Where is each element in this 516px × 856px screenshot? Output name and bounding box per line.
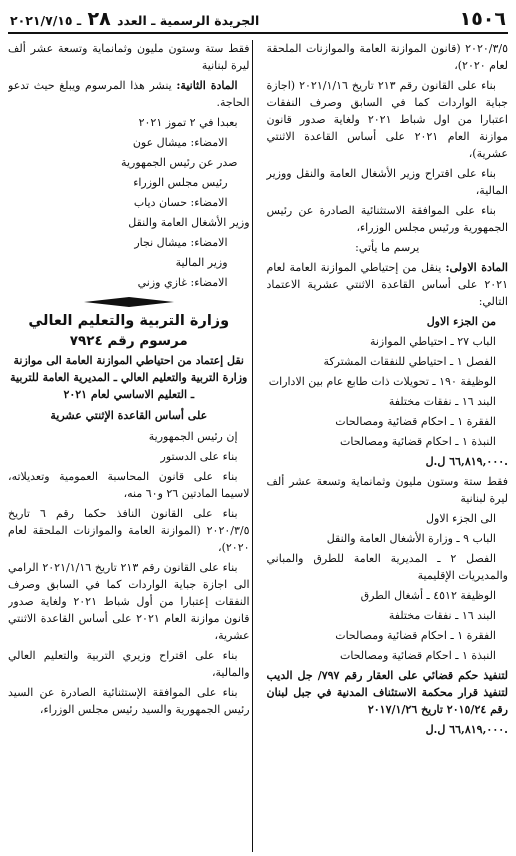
article-2 [8,77,250,111]
budget-line: الباب ٢٧ ـ احتياطي الموازنة [369,335,496,348]
budget-line: الوظيفة ١٩٠ ـ تحويلات ذات طابع عام بين الادارات [268,375,496,388]
page-number: ١٥٠٦ [459,8,506,30]
issued-by: صدر عن رئيس الجمهورية [121,156,238,169]
section-heading: من الجزء الاول [426,315,496,328]
paragraph: إن رئيس الجمهورية [148,430,238,443]
budget-line: النبذة ١ ـ احكام قضائية ومصالحات [340,649,496,662]
issue-date: ـ ٢٠٢١/٧/١٥ [10,13,82,28]
budget-line: الفصل ٢ ـ المديرية العامة للطرق والمباني والمديريات الإقليمية [266,552,508,582]
paragraph: بناء على الدستور [160,450,238,463]
budget-line: الفقرة ١ ـ احكام قضائية ومصالحات [335,415,496,428]
page-header [8,6,508,34]
paragraph: بناء على الموافقة الإستثنائية الصادرة عن السيد رئيس الجمهورية والسيد رئيس مجلس الوزراء، [8,686,250,716]
section-title: وزارة التربية والتعليم العالي [28,313,230,329]
article-label: المادة الاولى: [445,261,508,274]
paragraph: بناء على اقتراح وزيري التربية والتعليم العالي والمالية، [8,649,250,679]
article-1 [267,259,509,310]
signature: الامضاء: غازي وزني [137,276,228,289]
minister-title: وزير الأشغال العامة والنقل [128,216,250,229]
gazette-name: الجريدة الرسمية ـ العدد [117,13,260,28]
budget-line: الباب ٩ ـ وزارة الأشغال العامة والنقل [326,532,496,545]
paragraph: بناء على القانون النافذ حكما رقم ٦ تاريخ ٢٠٢٠/٣/٥ (الموازنة العامة والموازنات الملحقة لعام ٢٠٢٠)، [8,507,250,554]
right-column [263,40,509,852]
paragraph: بناء على القانون رقم ٢١٣ تاريخ ٢٠٢١/١/١٦ الرامي الى اجازة جباية الواردات كما في السابق وصرف النفقات إعتبارا من أول شباط ٢٠٢١ ولغاية صدور قانون موازنة العام ٢٠٢١ على أساس القاعدة الاثنتي عشرية، [8,561,250,642]
section-heading: الى الجزء الاول [426,512,496,525]
paragraph: بناء على اقتراح وزير الأشغال العامة والنقل ووزير المالية، [266,167,508,197]
paragraph: يرسم ما يأتي: [355,241,420,254]
decree-number: مرسوم رقم ٧٩٢٤ [69,333,188,349]
budget-line: الفصل ١ ـ احتياطي للنفقات المشتركة [323,355,496,368]
signature: الامضاء: حسان دياب [133,196,228,209]
decree-subject-basis: على أساس القاعدة الإثنتي عشرية [50,409,208,422]
signature: الامضاء: ميشال عون [132,136,228,149]
paragraph: بناء على الموافقة الاستثنائية الصادرة عن رئيس الجمهورية ورئيس مجلس الوزراء، [266,204,508,234]
gazette-title [10,8,259,30]
budget-line: البند ١٦ ـ نفقات مختلفة [388,609,496,622]
amount-words: فقط ستة وستون مليون وثمانماية وتسعة عشر ألف ليرة لبنانية [266,475,508,505]
article-text: ينقل من إحتياطي الموازنة العامة لعام ٢٠٢١ على أساس القاعدة الاثنتي عشرية الاعتماد التالي: [266,261,508,308]
column-divider [252,40,253,852]
decree-subject: نقل إعتماد من احتياطي الموازنة العامة الى موازنة وزارة التربية والتعليم العالي ـ المديرية العامة للتربية ـ التعليم الاساسي لعام ٢٠٢١ [10,354,248,401]
minister-title: وزير المالية [175,256,228,269]
purpose-note: لتنفيذ حكم قضائي على العقار رقم ٧٩٧/ جل الديب لتنفيذ قرار محكمة الاستئناف المدنية في جبل لبنان رقم ٢٠١٥/٢٤ تاريخ ٢٠١٧/١/٢٦ [266,669,508,716]
paragraph: بناء على القانون رقم ٢١٣ تاريخ ٢٠٢١/١/١٦ (اجازة جباية الواردات كما في السابق وصرف النفقات اعتبارا من اول شباط ٢٠٢١ ولغاية صدور قانون موازنة العام ٢٠٢١ على أساس القاعدة الاثنتي عشرية)، [266,79,508,160]
article-text: ينشر هذا المرسوم ويبلغ حيث تدعو الحاجة. [8,79,250,109]
budget-line: الوظيفة ٤٥١٢ ـ أشغال الطرق [360,589,496,602]
section-divider-ornament [8,297,250,307]
paragraph: بناء على قانون المحاسبة العمومية وتعديلاته، لاسيما المادتين ٢٦ و٦٠ منه، [8,470,250,500]
amount-words: فقط ستة وستون مليون وثمانماية وتسعة عشر ألف ليرة لبنانية [8,42,250,72]
left-column [8,40,252,852]
issue-number: ٢٨ [87,8,111,30]
diamond-divider-icon [84,297,174,307]
amount: ٦٦,٨١٩,٠٠٠ ل.ل. [425,455,508,468]
article-label: المادة الثانية: [176,79,238,92]
budget-line: البند ١٦ ـ نفقات مختلفة [388,395,496,408]
budget-line: النبذة ١ ـ احكام قضائية ومصالحات [340,435,496,448]
pm-title: رئيس مجلس الوزراء [133,176,228,189]
date-line: بعبدا في ٢ تموز ٢٠٢١ [138,116,238,129]
content-columns [8,40,508,852]
amount: ٦٦,٨١٩,٠٠٠ ل.ل. [425,723,508,736]
signature: الامضاء: ميشال نجار [134,236,228,249]
budget-line: الفقرة ١ ـ احكام قضائية ومصالحات [335,629,496,642]
paragraph: ٢٠٢٠/٣/٥ (قانون الموازنة العامة والموازنات الملحقة لعام ٢٠٢٠)، [266,42,508,72]
